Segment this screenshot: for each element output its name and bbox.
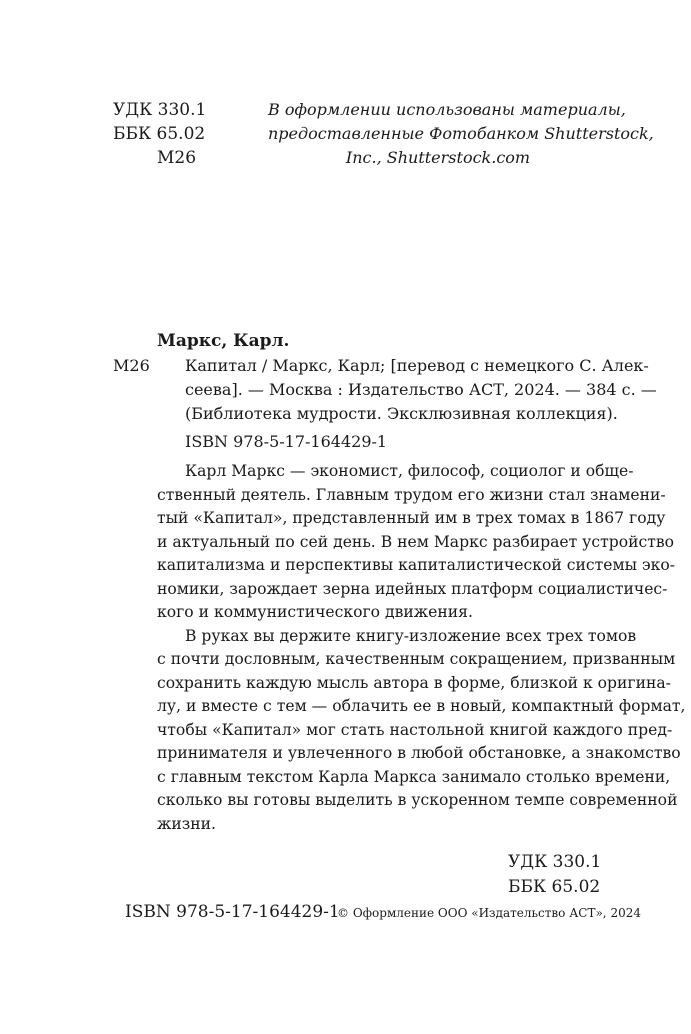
annotation-line: чтобы «Капитал» мог стать настольной книгой каждого пред- bbox=[157, 721, 673, 739]
copyright-notice: © Оформление ООО «Издательство АСТ», 2024 bbox=[337, 906, 641, 920]
udk-code-bottom: УДК 330.1 bbox=[508, 852, 602, 872]
author-mark: М26 bbox=[113, 356, 150, 375]
annotation-line: сохранить каждую мысль автора в форме, близкой к оригина- bbox=[157, 674, 671, 692]
bbk-code-top: ББК 65.02 bbox=[113, 124, 206, 144]
annotation-line: ственный деятель. Главным трудом его жизни стал знамени- bbox=[157, 486, 666, 504]
annotation-line: с почти дословным, качественным сокращением, призванным bbox=[157, 650, 676, 668]
annotation-line: В руках вы держите книгу-изложение всех трех томов bbox=[185, 627, 637, 645]
annotation-line: кого и коммунистического движения. bbox=[157, 603, 473, 621]
bibliographic-line: сеева]. — Москва : Издательство АСТ, 2024. — 384 с. — bbox=[185, 380, 657, 399]
bibliographic-line: Капитал / Маркс, Карл; [перевод с немецкого С. Алек- bbox=[185, 356, 649, 375]
annotation-line: тый «Капитал», представленный им в трех томах в 1867 году bbox=[157, 509, 666, 527]
annotation-line: лу, и вместе с тем — облачить ее в новый, компактный формат, bbox=[157, 697, 686, 715]
bbk-code-bottom: ББК 65.02 bbox=[508, 877, 601, 897]
bibliographic-line: (Библиотека мудрости. Эксклюзивная коллекция). bbox=[185, 404, 618, 423]
udk-code-top: УДК 330.1 bbox=[113, 100, 207, 120]
annotation-line: капитализма и перспективы капиталистической системы эко- bbox=[157, 556, 676, 574]
credits-line: предоставленные Фотобанком Shutterstock, bbox=[268, 124, 654, 143]
annotation-line: сколько вы готовы выделить в ускоренном темпе современной bbox=[157, 791, 678, 809]
isbn-footer: ISBN 978-5-17-164429-1 bbox=[125, 902, 340, 922]
image-credits bbox=[268, 98, 654, 170]
annotation-line: номики, зарождает зерна идейных платформ социалистичес- bbox=[157, 580, 668, 598]
credits-line: В оформлении использованы материалы, bbox=[268, 100, 626, 119]
annotation-line: и актуальный по сей день. В нем Маркс разбирает устройство bbox=[157, 533, 675, 551]
isbn-record: ISBN 978-5-17-164429-1 bbox=[185, 432, 388, 451]
annotation-line: жизни. bbox=[157, 815, 216, 833]
author-heading: Маркс, Карл. bbox=[157, 331, 290, 351]
annotation-line: Карл Маркс — экономист, философ, социолог и обще- bbox=[185, 462, 634, 480]
annotation-line: с главным текстом Карла Маркса занимало столько времени, bbox=[157, 768, 671, 786]
credits-line: Inc., Shutterstock.com bbox=[345, 148, 531, 167]
author-mark-top: М26 bbox=[157, 148, 197, 168]
annotation-line: принимателя и увлеченного в любой обстановке, а знакомство bbox=[157, 744, 681, 762]
